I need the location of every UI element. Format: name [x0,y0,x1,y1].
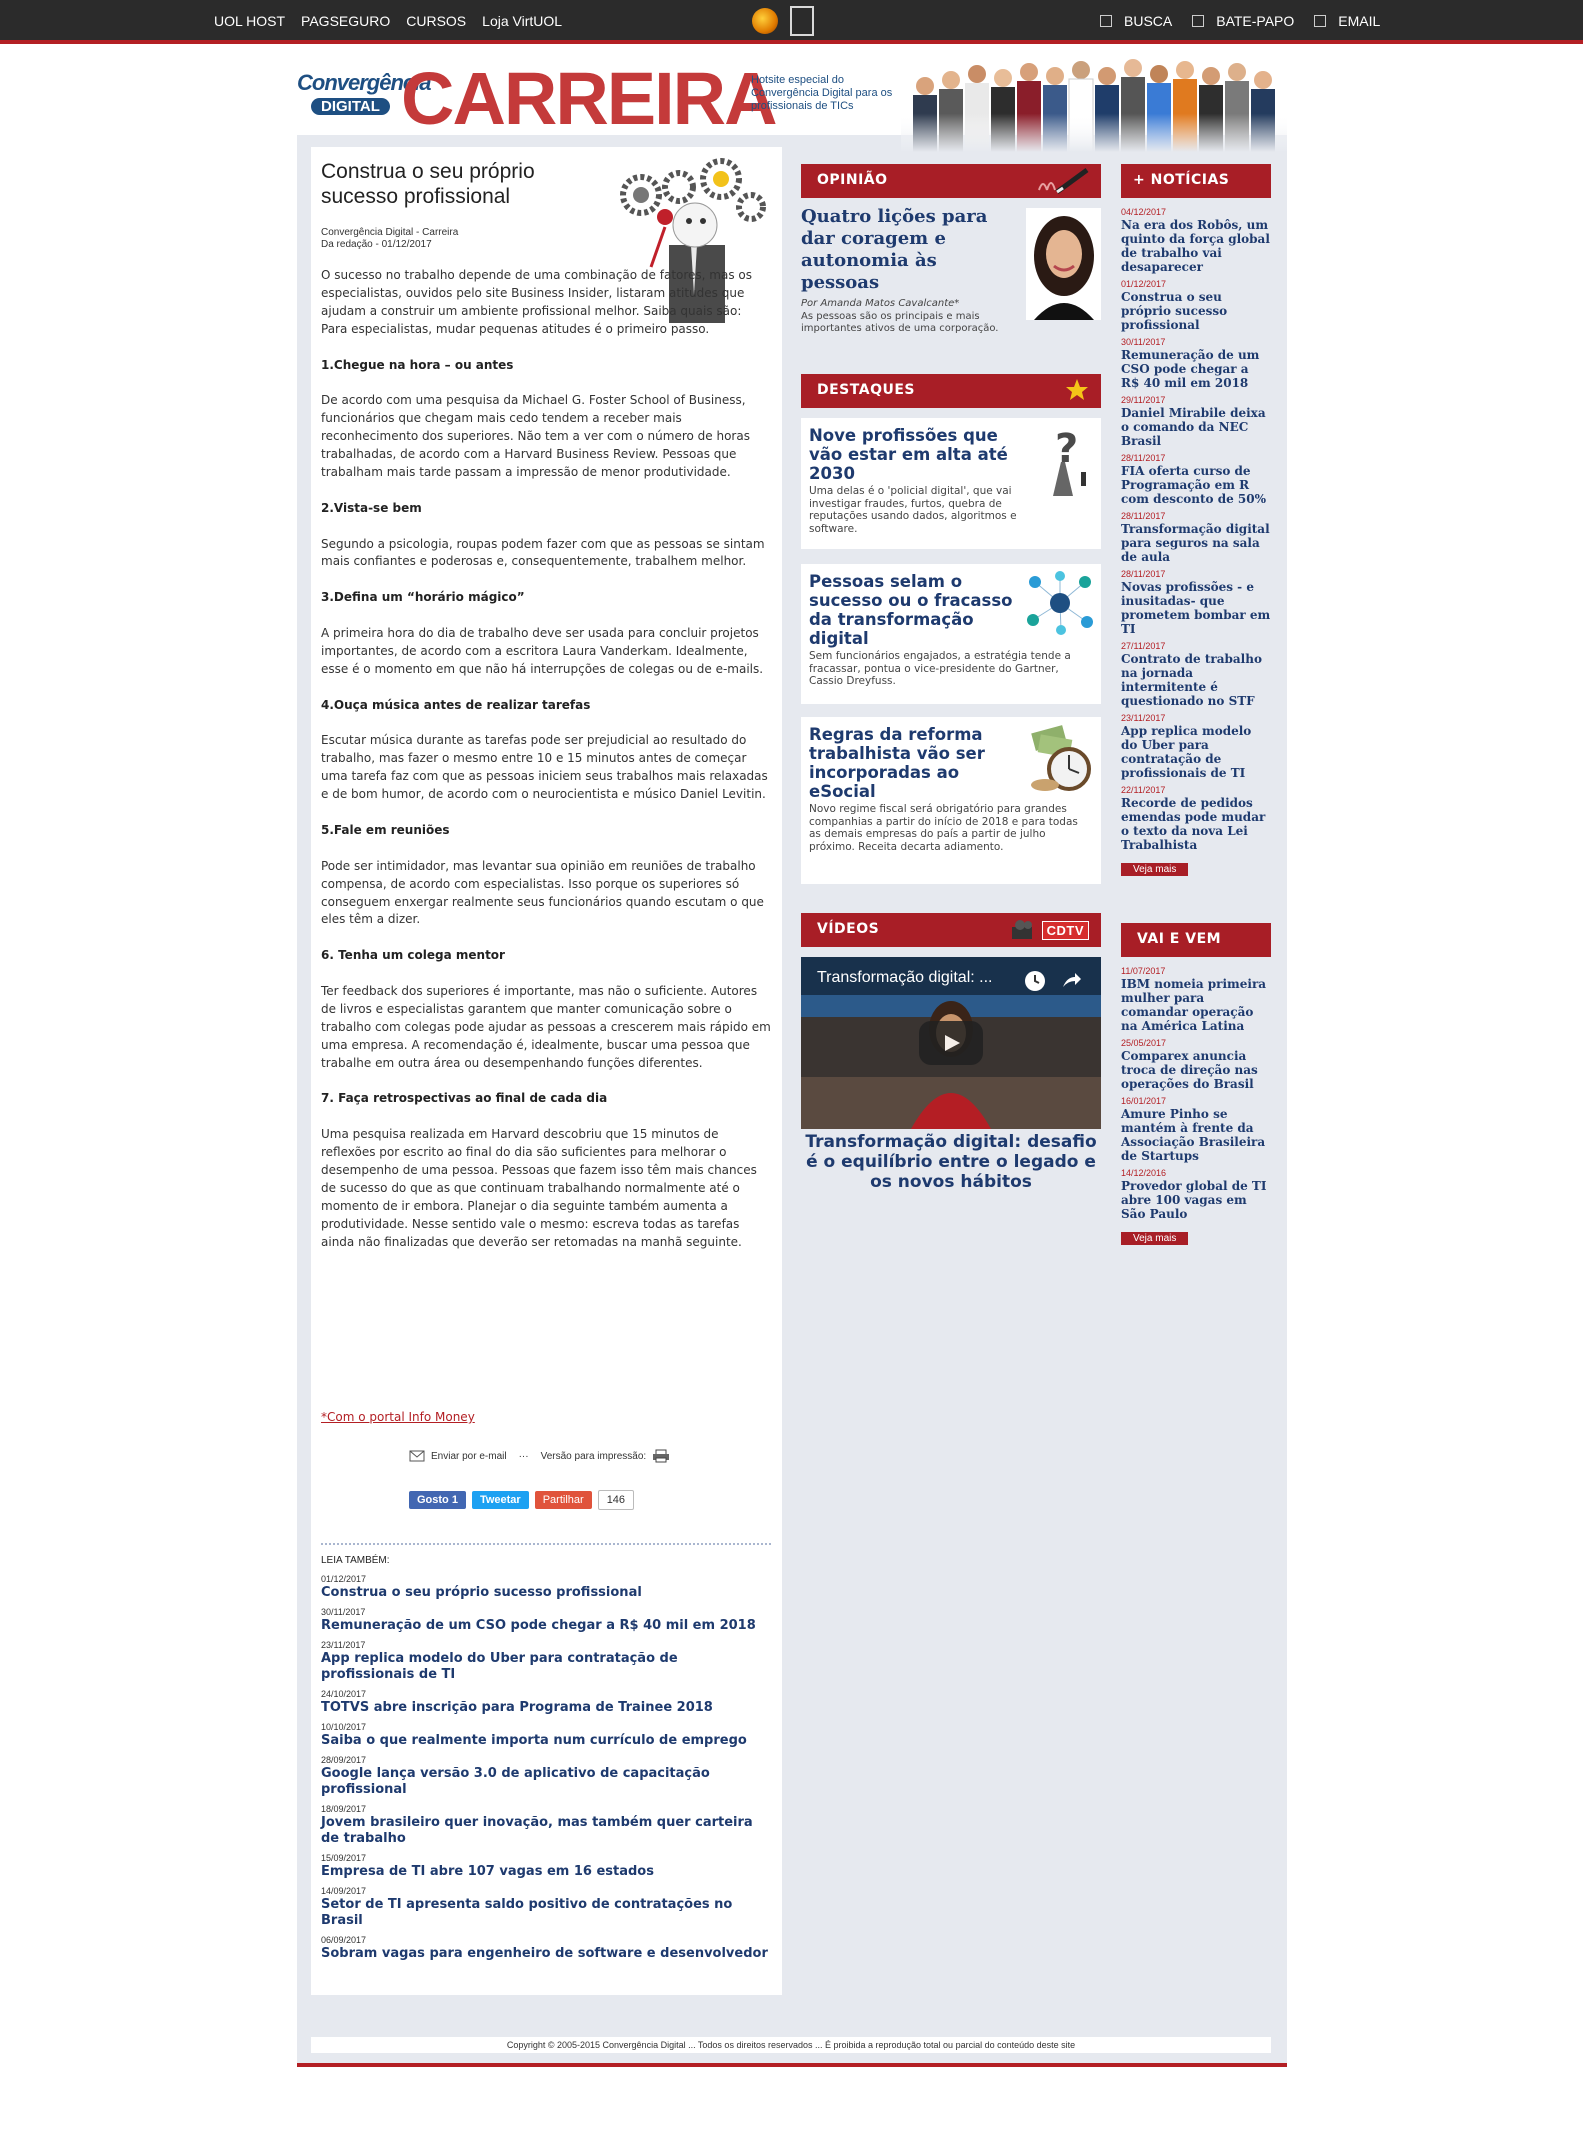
play-button[interactable] [919,1021,983,1065]
section-paragraph: Escutar música durante as tarefas pode ser prejudicial ao resultado do trabalho, mas fazer o mesmo entre 10 e 15 minutos antes de começar uma tarefa faz com que as pessoas iniciem seus trabalhos mais relaxadas e de bom humor, de acordo com o neurocientista e músico Daniel Levitin. [321,733,768,802]
section-paragraph: A primeira hora do dia de trabalho deve ser usada para concluir projetos importantes, de acordo com a escritora Laura Vanderkam. Idealmente, esse é o momento em que não há interrupções de colegas ou de e-mails. [321,626,764,676]
news-item[interactable] [1121,207,1271,274]
busca-link[interactable] [1100,13,1172,29]
camera-icon [1010,919,1038,941]
section-paragraph: Uma pesquisa realizada em Harvard descobriu que 15 minutos de reflexões por escrito ao final do dia são suficientes para melhorar o desempenho de uma pessoa. Pessoas que fazem isso têm mais chances de sucesso do que as que continuam trabalhando normalmente até o momento de ir embora. Planejar o dia seguinte também aumenta a produtividade. Nesse sentido vale o mesmo: escreva todas as tarefas ainda não finalizadas que deverão ser retomadas na manhã seguinte. [321,1127,757,1249]
print-version-link[interactable]: Versão para impressão: [540,1450,647,1462]
header-tagline: Hotsite especial do Convergência Digital para os profissionais de TICs [751,74,893,112]
news-item[interactable] [1121,966,1271,1033]
article-byline: Da redação - 01/12/2017 [321,239,432,250]
article-source-label: Convergência Digital - Carreira [321,227,459,238]
top-link-cursos[interactable]: CURSOS [406,13,467,29]
section-heading: 5.Fale em reuniões [321,822,450,837]
top-link-pagseguro[interactable]: PAGSEGURO [301,13,391,29]
related-title[interactable]: Jovem brasileiro quer inovação, mas também quer carteira de trabalho [321,1815,753,1846]
noticias-list [1121,207,1271,876]
destaque-desc: Sem funcionários engajados, a estratégia tende a fracassar, pontua o vice-presidente do Gartner, Cassio Dreyfuss. [809,650,1071,687]
opiniao-box[interactable] [801,200,1101,348]
send-email-link[interactable]: Enviar por e-mail [431,1450,507,1462]
convergencia-logo[interactable] [297,70,431,118]
bate-papo-label: BATE-PAPO [1216,13,1295,29]
news-title[interactable]: Novas profissões - e inusitadas- que prometem bombar em TI [1121,580,1271,636]
news-title[interactable]: Remuneração de um CSO pode chegar a R$ 40 mil em 2018 [1121,348,1260,390]
section-heading: 1.Chegue na hora – ou antes [321,357,514,372]
news-date: 16/01/2017 [1121,1096,1167,1106]
separator: ··· [518,1450,529,1462]
news-title[interactable]: Daniel Mirabile deixa o comando da NEC Brasil [1121,406,1266,448]
top-link-uol-host[interactable]: UOL HOST [214,13,286,29]
news-title[interactable]: Amure Pinho se mantém à frente da Associação Brasileira de Startups [1121,1107,1266,1163]
printer-icon[interactable] [652,1449,670,1463]
destaque-title[interactable]: Pessoas selam o sucesso ou o fracasso da transformação digital [809,572,1013,648]
related-date: 18/09/2017 [321,1804,367,1814]
busca-label: BUSCA [1124,13,1173,29]
destaque-card[interactable] [801,418,1101,549]
news-date: 11/07/2017 [1121,966,1166,976]
related-item[interactable] [321,1853,771,1880]
top-right-links [1100,13,1380,29]
play-icon [943,1034,961,1052]
news-item[interactable] [1121,337,1271,390]
source-credit-link[interactable]: *Com o portal Info Money [321,1410,475,1424]
dotted-divider [321,1543,771,1545]
related-date: 23/11/2017 [321,1640,366,1650]
destaque-desc: Uma delas é o 'policial digital', que vai investigar fraudes, furtos, quebra de reputações usando dados, algoritmos e software. [809,485,1017,535]
news-item[interactable] [1121,1096,1271,1163]
related-title[interactable]: Empresa de TI abre 107 vagas em 16 estados [321,1864,654,1879]
bate-papo-link[interactable] [1192,13,1294,29]
pen-icon [1033,166,1093,196]
related-date: 30/11/2017 [321,1607,366,1617]
uol-logo-icon[interactable] [752,8,778,34]
vaievem-heading: VAI E VEM [1137,931,1222,947]
news-date: 29/11/2017 [1121,395,1166,405]
related-item[interactable] [321,1640,771,1683]
star-icon [1065,378,1089,402]
section-heading: 3.Defina um “horário mágico” [321,590,525,605]
related-item[interactable] [321,1722,771,1749]
news-title[interactable]: Contrato de trabalho na jornada intermitente é questionado no STF [1121,652,1262,708]
news-title[interactable]: FIA oferta curso de Programação em R com desconto de 50% [1121,464,1267,506]
section-paragraph: Segundo a psicologia, roupas podem fazer com que as pessoas se sintam mais confiantes e poderosas e, consequentemente, trabalhem melhor. [321,536,765,569]
destaques-heading: DESTAQUES [817,382,915,398]
opiniao-heading: OPINIÃO [817,172,888,188]
logo-text-top: Convergência [297,70,431,95]
news-date: 28/11/2017 [1121,453,1166,463]
news-date: 28/11/2017 [1121,569,1166,579]
article-body [321,267,771,1252]
video-title[interactable]: Transformação digital: desafio é o equilíbrio entre o legado e os novos hábitos [805,1132,1097,1192]
videos-heading: VÍDEOS [817,921,880,937]
article-panel [311,147,782,1995]
related-item[interactable] [321,1935,771,1962]
vaievem-veja-mais-button[interactable]: Veja mais [1121,1232,1188,1245]
news-title[interactable]: Na era dos Robôs, um quinto da força global de trabalho vai desaparecer [1121,218,1270,274]
question-road-image [1031,422,1095,496]
destaque-card[interactable] [801,717,1101,884]
svg-text:?: ? [1055,426,1079,472]
site-header [297,56,1287,152]
search-checkbox-icon [1100,15,1112,27]
related-item[interactable] [321,1574,771,1601]
video-overlay-title: Transformação digital: ... [817,969,993,986]
article-intro: O sucesso no trabalho depende de uma combinação de fatores, mas os especialistas, ouvidos pelo site Business Insider, listaram atitudes que ajudam a construir um ambiente profissional melhor. Saiba quais são: Para especialistas, mudar pequenas atitudes é o primeiro passo. [321,268,752,336]
top-link-loja[interactable]: Loja VirtUOL [482,13,563,29]
money-clock-image [1025,721,1095,797]
related-item[interactable] [321,1755,771,1798]
watch-later-icon[interactable] [1023,969,1047,993]
facebook-like-button[interactable]: Gosto 1 [409,1491,466,1509]
chat-checkbox-icon [1192,15,1204,27]
share-row [409,1449,670,1463]
email-icon[interactable] [409,1449,425,1463]
section-heading: 2.Vista-se bem [321,500,422,515]
news-title[interactable]: Provedor global de TI abre 100 vagas em São Paulo [1121,1179,1267,1221]
network-image [1025,570,1095,636]
footer-copyright: Copyright © 2005-2015 Convergência Digital ... Todos os direitos reservados ... É proibida a reprodução total ou parcial do conteúdo deste site [311,2037,1271,2053]
news-date: 27/11/2017 [1121,641,1166,651]
news-item[interactable] [1121,785,1271,852]
email-checkbox-icon [1314,15,1326,27]
cdtv-badge: CDTV [1042,921,1089,940]
tweet-button[interactable]: Tweetar [472,1491,529,1509]
article-title: Construa o seu próprio sucesso profissional [321,160,535,208]
section-heading: 7. Faça retrospectivas ao final de cada dia [321,1091,608,1106]
related-date: 28/09/2017 [321,1755,367,1765]
video-player[interactable] [801,957,1101,1129]
share-arrow-icon[interactable] [1059,969,1083,993]
destaque-desc: Novo regime fiscal será obrigatório para grandes companhias a partir do início de 2018 e para todas as demais empresas do país a partir de julho próximo. Receita decarta adiamento. [809,803,1078,853]
news-item[interactable] [1121,569,1271,636]
news-item[interactable] [1121,279,1271,332]
news-title[interactable]: IBM nomeia primeira mulher para comandar operação na América Latina [1121,977,1267,1033]
top-links [214,13,562,29]
opiniao-desc: As pessoas são os principais e mais importantes ativos de uma corporação. [801,311,999,334]
logo-text-bottom: DIGITAL [311,98,390,115]
news-title[interactable]: Recorde de pedidos emendas pode mudar o texto da nova Lei Trabalhista [1121,796,1266,852]
related-date: 24/10/2017 [321,1689,367,1699]
section-heading: 6. Tenha um colega mentor [321,948,505,963]
news-item[interactable] [1121,395,1271,448]
noticias-veja-mais-button[interactable]: Veja mais [1121,863,1188,876]
related-label: LEIA TAMBÉM: [321,1555,390,1566]
related-title[interactable]: TOTVS abre inscrição para Programa de Trainee 2018 [321,1700,713,1715]
news-date: 22/11/2017 [1121,785,1166,795]
news-date: 01/12/2017 [1121,279,1167,289]
news-date: 04/12/2017 [1121,207,1167,217]
related-date: 15/09/2017 [321,1853,367,1863]
news-title[interactable]: Comparex anuncia troca de direção nas operações do Brasil [1121,1049,1258,1091]
related-date: 14/09/2017 [321,1886,367,1896]
videos-header[interactable] [801,913,1101,947]
news-title[interactable]: Construa o seu próprio sucesso profissional [1121,290,1228,332]
related-title[interactable]: Setor de TI apresenta saldo positivo de contratações no Brasil [321,1897,733,1928]
news-item[interactable] [1121,641,1271,708]
news-date: 28/11/2017 [1121,511,1166,521]
related-item[interactable] [321,1607,771,1634]
related-item[interactable] [321,1804,771,1847]
destaque-card[interactable] [801,564,1101,704]
news-date: 30/11/2017 [1121,337,1166,347]
related-title[interactable]: Saiba o que realmente importa num currículo de emprego [321,1733,747,1748]
related-title[interactable]: Sobram vagas para engenheiro de software e desenvolvedor [321,1946,768,1961]
noticias-header[interactable] [1121,164,1271,198]
news-item[interactable] [1121,1038,1271,1091]
section-paragraph: Ter feedback dos superiores é importante, mas não o suficiente. Autores de livros e especialistas garantem que manter comunicação sobre o trabalho com colegas pode ajudar as pessoas a crescerem mais rápido em uma empresa. A recomendação é, idealmente, buscar uma pessoa que trabalhe em outra área ou desempenhando funções diferentes. [321,984,771,1070]
destaques-header[interactable] [801,374,1101,408]
news-date: 25/05/2017 [1121,1038,1167,1048]
section-heading: 4.Ouça música antes de realizar tarefas [321,697,591,712]
noticias-heading: + NOTÍCIAS [1133,172,1230,188]
destaque-title[interactable]: Nove profissões que vão estar em alta até 2030 [809,426,1008,483]
related-date: 01/12/2017 [321,1574,367,1584]
related-articles [321,1555,771,1968]
related-title[interactable]: Google lança versão 3.0 de aplicativo de capacitação profissional [321,1766,710,1797]
carreira-title[interactable]: CARREIRA [401,57,776,140]
social-buttons [409,1490,634,1510]
section-paragraph: De acordo com uma pesquisa da Michael G. Foster School of Business, funcionários que chegam mais cedo tendem a receber mais reconhecimento dos superiores. Não tem a ver com o número de horas trabalhadas, de acordo com a Harvard Business Review. Pessoas que trabalham mais tarde passam a impressão de menor produtividade. [321,393,750,479]
share-count: 146 [598,1490,634,1510]
email-link[interactable] [1314,13,1380,29]
related-date: 10/10/2017 [321,1722,367,1732]
opiniao-title[interactable]: Quatro lições para dar coragem e autonomia às pessoas [801,206,988,293]
news-item[interactable] [1121,1168,1271,1221]
related-title[interactable]: App replica modelo do Uber para contratação de profissionais de TI [321,1651,678,1682]
section-paragraph: Pode ser intimidador, mas levantar sua opinião em reuniões de trabalho compensa, de acordo com especialistas. Isso porque os superiores só conseguem enxergar realmente seus funcionários quando escutam o que eles têm a dizer. [321,858,764,927]
opiniao-author: Por Amanda Matos Cavalcante* [801,298,960,309]
related-item[interactable] [321,1886,771,1929]
news-item[interactable] [1121,453,1271,506]
related-title[interactable]: Construa o seu próprio sucesso profissional [321,1585,642,1600]
news-date: 23/11/2017 [1121,713,1166,723]
share-button[interactable]: Partilhar [535,1491,592,1509]
news-item[interactable] [1121,713,1271,780]
related-date: 06/09/2017 [321,1935,367,1945]
vaievem-list [1121,966,1271,1245]
news-title[interactable]: Transformação digital para seguros na sala de aula [1121,522,1270,564]
destaque-title[interactable]: Regras da reforma trabalhista vão ser incorporadas ao eSocial [809,725,985,801]
opiniao-header[interactable] [801,164,1101,198]
article-source [321,227,458,251]
cdtv-logo [1010,919,1089,941]
email-label: EMAIL [1338,13,1381,29]
news-item[interactable] [1121,511,1271,564]
news-date: 14/12/2016 [1121,1168,1167,1178]
author-photo [1026,208,1101,320]
professionals-crowd-image [901,56,1287,152]
top-bar [0,0,1583,44]
vaievem-header[interactable] [1121,923,1271,957]
uol-box-icon[interactable] [790,6,814,36]
news-title[interactable]: App replica modelo do Uber para contratação de profissionais de TI [1121,724,1252,780]
related-title[interactable]: Remuneração de um CSO pode chegar a R$ 40 mil em 2018 [321,1618,756,1633]
related-item[interactable] [321,1689,771,1716]
